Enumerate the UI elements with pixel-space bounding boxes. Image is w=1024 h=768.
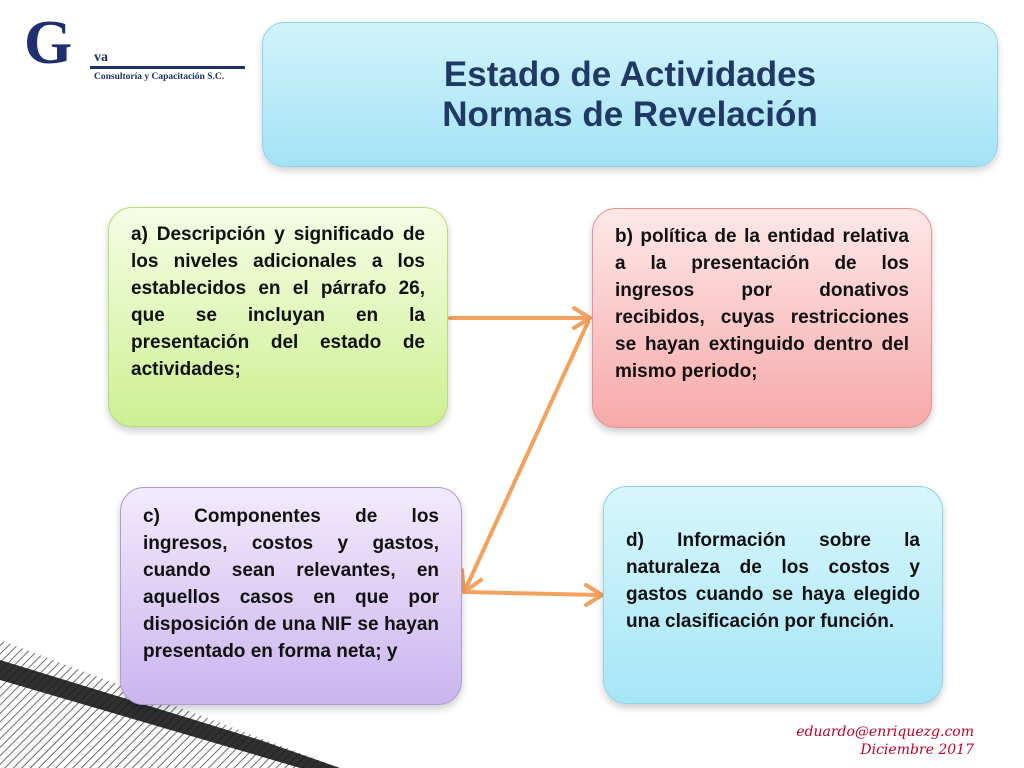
logo-subtitle: Consultoría y Capacitación S.C.: [94, 72, 225, 82]
arrow-c-to-d: [466, 592, 600, 595]
logo-letter: G: [24, 9, 73, 77]
box-b-policy: b) política de la entidad relativa a la presentación de los ingresos por donativos recibidos, cuyas restricciones se hayan extinguido dentro del mismo periodo;: [592, 208, 932, 428]
footer-date: Diciembre 2017: [860, 742, 974, 758]
footer: [796, 723, 974, 759]
box-c-components: c) Componentes de los ingresos, costos y gastos, cuando sean relevantes, en aquellos casos en que por disposición de una NIF se hayan presentado en forma neta; y: [120, 487, 462, 705]
footer-email: eduardo@enriquezg.com: [796, 724, 974, 740]
logo-suffix: va: [94, 50, 108, 65]
box-d-information: d) Información sobre la naturaleza de los costos y gastos cuando se haya elegido una clasificación por función.: [603, 486, 943, 704]
arrow-b-to-c: [466, 322, 588, 588]
title-line-2: Normas de Revelación: [442, 94, 818, 134]
title-line-1: Estado de Actividades: [443, 54, 817, 94]
box-a-description: a) Descripción y significado de los niveles adicionales a los establecidos en el párrafo 26, que se incluyan en la presentación del estado de actividades;: [108, 207, 448, 427]
